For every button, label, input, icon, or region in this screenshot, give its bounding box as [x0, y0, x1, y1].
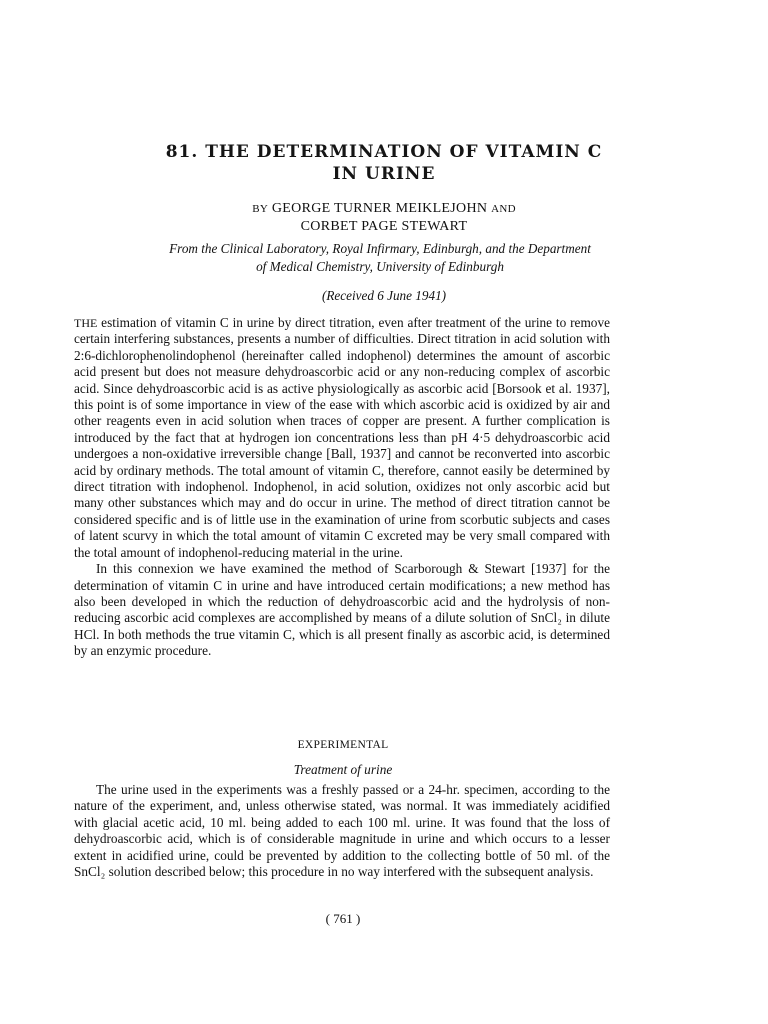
- experimental-section: [74, 782, 610, 880]
- intro-paragraph-2: In this connexion we have examined the method of Scarborough & Stewart [1937] for the determination of vitamin C in urine and have introduced certain modifications; a new method has also been developed in which the reduction of dehydroascorbic acid and the hydrolysis of non-reducing ascorbic acid complexes are accomplished by means of a dilute solution of SnCl₂ in dilute HCl. In both methods the true vitamin C, which is all present finally as ascorbic acid, is determined by an enzymic procedure.: [74, 561, 610, 659]
- author-name-1: GEORGE TURNER MEIKLEJOHN: [271, 201, 488, 216]
- title-line-2: IN URINE: [332, 164, 436, 184]
- received-date: (Received 6 June 1941): [321, 288, 447, 303]
- intro-paragraph-1: [74, 315, 610, 561]
- affiliation-line-2: of Medical Chemistry, University of Edinburgh: [256, 259, 504, 274]
- article-title: [0, 141, 768, 185]
- author-name-2: CORBET PAGE STEWART: [300, 219, 468, 234]
- author-block: [0, 200, 768, 236]
- title-line-1: 81. THE DETERMINATION OF VITAMIN C: [165, 142, 603, 162]
- intro-paragraph-1-text: estimation of vitamin C in urine by direct titration, even after treatment of the urine to remove certain interfering substances, presents a number of difficulties. Direct titration in acid solution with 2:6-dichlorophenolindophenol (hereinafter called indophenol) determines the amount of ascorbic acid present but does not measure dehydroascorbic acid or any non-reducing complex of ascorbic acid. Since dehydroascorbic acid is as active physiologically as ascorbic acid [Borsook et al. 1937], this point is of some importance in view of the ease with which ascorbic acid is oxidized by air and other reagents even in acid solution when traces of copper are present. A further complication is introduced by the fact that at hydrogen ion concentrations less than pH 4·5 dehydroascorbic acid undergoes a non-oxidative irreversible change [Ball, 1937] and cannot be reconverted into ascorbic acid by ordinary methods. The total amount of vitamin C, therefore, cannot easily be determined by direct titration with indophenol. Indophenol, in acid solution, oxidizes not only ascorbic acid but many other substances which may and do occur in urine. The method of direct titration cannot be considered specific and is of little use in the examination of urine from scorbutic subjects and cases of latent scurvy in which the total amount of vitamin C excreted may be very small compared with the total amount of indophenol-reducing material in the urine.: [74, 315, 610, 560]
- page-number: ( 761 ): [325, 911, 361, 926]
- affiliation: [70, 240, 690, 276]
- authors-line-1: [0, 200, 768, 218]
- affiliation-line-1: From the Clinical Laboratory, Royal Infirmary, Edinburgh, and the Department: [169, 241, 591, 256]
- authors-by: BY: [252, 203, 269, 215]
- intro-lead-word: THE: [74, 316, 98, 330]
- introduction: [74, 315, 610, 660]
- section-heading-experimental: EXPERIMENTAL: [297, 739, 389, 751]
- authors-and: AND: [491, 203, 516, 215]
- subheading-treatment-of-urine: Treatment of urine: [293, 762, 393, 777]
- experimental-paragraph: The urine used in the experiments was a freshly passed or a 24-hr. specimen, according to the nature of the experiment, and, unless otherwise stated, was normal. It was immediately acidified with glacial acetic acid, 10 ml. being added to each 100 ml. urine. It was found that the loss of dehydroascorbic acid, which is of considerable magnitude in urine and which occurs to a lesser extent in acidified urine, could be prevented by addition to the collecting bottle of 50 ml. of the SnCl₂ solution described below; this procedure in no way interfered with the subsequent analysis.: [74, 782, 610, 880]
